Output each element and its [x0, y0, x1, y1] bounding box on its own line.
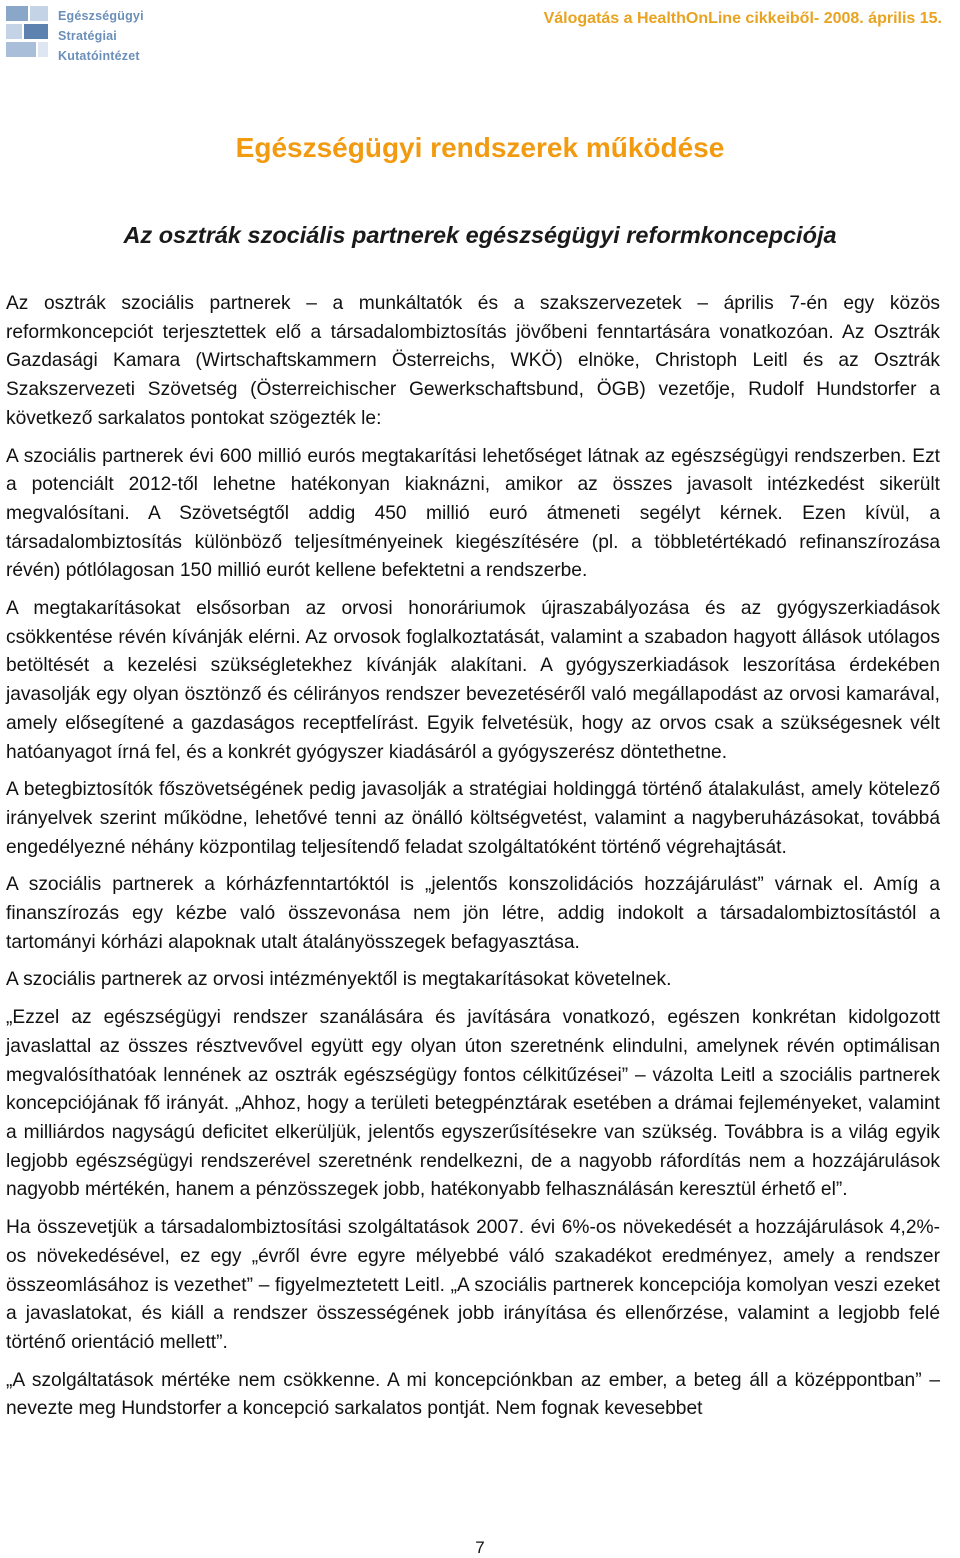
paragraph-2: A szociális partnerek évi 600 millió eurós megtakarítási lehetőséget látnak az egészségügyi rendszerben. Ezt a potenciált 2012-től lehetne hatékonyan kiaknázni, amikor az összes javasolt intézkedést sikerült megvalósítani. A Szövetségtől addig 450 millió euró átmeneti segélyt kérnek. Ezen kívül, a társadalombiztosítás különböző teljesítményeinek kiegészítésére (pl. a többletértékadó refinanszírozása révén) pótlólagosan 150 millió eurót kellene befektetni a rendszerbe. [6, 445, 940, 582]
logo-bars-icon [6, 6, 50, 58]
header-source [544, 10, 942, 28]
page-subtitle: Az osztrák szociális partnerek egészségügyi reformkoncepciója [123, 222, 837, 248]
logo-line-3: Kutatóintézet [58, 49, 140, 63]
paragraph-1: Az osztrák szociális partnerek – a munkáltatók és a szakszervezetek – április 7-én egy közös reformkoncepciót terjesztettek elő a társadalombiztosítás jövőbeni fenntartására vonatkozóan. Az Osztrák Gazdasági Kamara (Wirtschaftskammern Österreichs, WKÖ) elnöke, Christoph Leitl és az Osztrák Szakszervezeti Szövetség (Österreichischer Gewerkschaftsbund, ÖGB) vezetője, Rudolf Hundstorfer a következő sarkalatos pontokat szögezték le: [6, 293, 940, 429]
paragraph-3: A megtakarításokat elsősorban az orvosi honoráriumok újraszabályozása és az gyógyszerkiadások csökkentése révén kívánják elérni. Az orvosok foglalkoztatását, valamint a szabadon hagyott állások utólagos betöltését a kezelési szükségletekhez kívánják alakítani. A gyógyszerkiadások leszorítása érdekében javasolják egy olyan ösztönző és célirányos rendszer bevezetéséről való megállapodást az orvosi kamarával, amely elősegítené a gazdaságos receptfelírást. Egyik felvetésük, hogy az orvos csak a szükségesnek vélt hatóanyagot írná fel, és a konkrét gyógyszer kiadásáról a gyógyszerész döntethetne. [6, 598, 940, 763]
institute-logo [6, 4, 144, 64]
logo-line-2: Stratégiai [58, 29, 117, 43]
paragraph-7: „Ezzel az egészségügyi rendszer szanálására és javítására vonatkozó, egészen konkrétan kidolgozott javaslattal az összes résztvevővel együtt egy olyan úton szeretnénk elindulni, amelynek révén optimálisan megvalósíthatóak lennének az osztrák egészségügy fontos célkitűzései” – vázolta Leitl a szociális partnerek koncepciójának fő irányát. „Ahhoz, hogy a területi betegpénztárak esetében a drámai fejleményeket, valamint a milliárdos nagyságú deficitet elkerüljük, jelentős egyszerűsítésekre van szükség. Továbbra is a világ egyik legjobb egészségügyi rendszerével szeretnénk rendelkezni, de a nagyobb ráfordítás nem a hozzájárulások nagyobb mértékén, hanem a pénzösszegek jobb, hatékonyabb felhasználásán keresztül érhető el”. [6, 1007, 940, 1201]
page-title: Egészségügyi rendszerek működése [235, 132, 725, 163]
paragraph-4: A betegbiztosítók főszövetségének pedig javasolják a stratégiai holdinggá történő átalakulást, amely kötelező irányelvek szerint működne, lehetővé tenni az önálló költségvetést, valamint a nagyberuházásokat, továbbá engedélyezné néhány központilag teljesítendő feladat szolgáltatóként történő végrehajtását. [6, 779, 940, 858]
article-body [6, 290, 940, 1433]
paragraph-5: A szociális partnerek a kórházfenntartóktól is „jelentős konszolidációs hozzájárulást” várnak el. Amíg a finanszírozás egy kézbe való összevonása nem jön létre, addig indokolt a társadalombiztosítástól a tartományi kórházi alapoknak utalt átalányösszegek befagyasztása. [6, 874, 940, 953]
header-date: 2008. április 15. [823, 10, 942, 27]
logo-line-1: Egészségügyi [58, 9, 144, 23]
paragraph-6: A szociális partnerek az orvosi intézményektől is megtakarításokat követelnek. [6, 969, 672, 991]
header-source-label: Válogatás a HealthOnLine cikkeiből- [543, 10, 820, 27]
paragraph-8: Ha összevetjük a társadalombiztosítási szolgáltatások 2007. évi 6%-os növekedését a hozzájárulások 4,2%-os növekedésével, ez egy „évről évre egyre mélyebbé váló szakadékot eredményez, amely a rendszer összeomlásához is vezethet” – figyelmeztetett Leitl. „A szociális partnerek koncepciója komolyan veszi ezeket a javaslatokat, és kiáll a rendszer összességének jobb irányítása és ellenőrzése, valamint a legjobb felé történő orientáció mellett”. [6, 1217, 940, 1353]
paragraph-9: „A szolgáltatások mértéke nem csökkenne. A mi koncepciónkban az ember, a beteg áll a középpontban” – nevezte meg Hundstorfer a koncepció sarkalatos pontját. Nem fognak kevesebbet [6, 1369, 940, 1420]
page-number: 7 [475, 1538, 485, 1557]
logo-text [58, 6, 144, 66]
